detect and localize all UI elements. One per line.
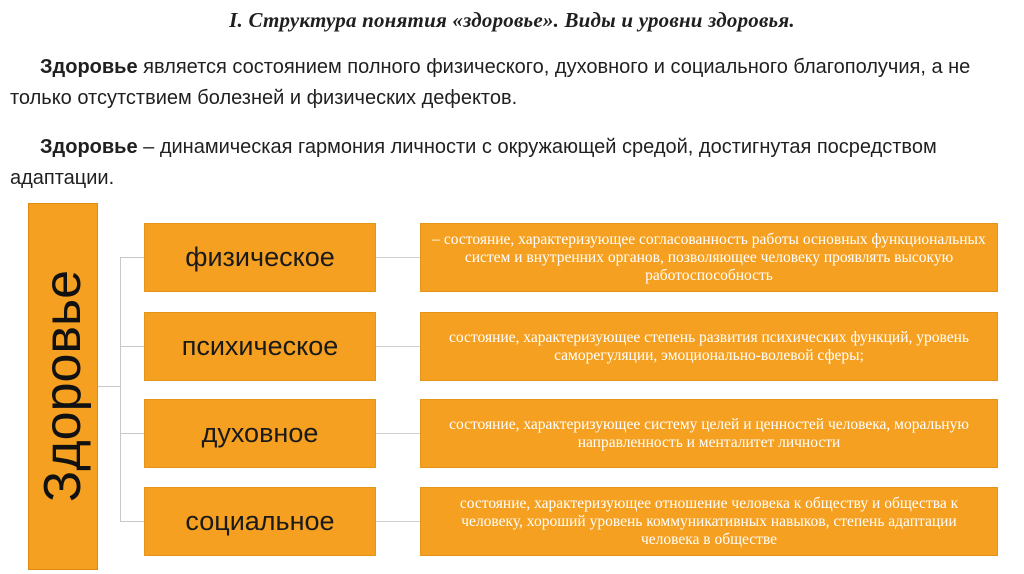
- category-box-social: социальное: [144, 487, 376, 556]
- connector-branch-2: [120, 346, 144, 347]
- definition-text: – динамическая гармония личности с окружающей средой, достигнутая посредством адаптации.: [10, 136, 937, 189]
- link-line: [376, 346, 420, 347]
- definition-text: является состоянием полного физического, духовного и социального благополучия, а не только отсутствием болезней и физических дефектов.: [10, 56, 971, 109]
- connector-branch-1: [120, 257, 144, 258]
- description-box-social: состояние, характеризующее отношение человека к обществу и общества к человеку, хороший уровень коммуникативных навыков, степень адаптации человека в обществе: [420, 487, 998, 556]
- description-box-spiritual: состояние, характеризующее систему целей и ценностей человека, моральную направленность и менталитет личности: [420, 399, 998, 468]
- definition-term: Здоровье: [40, 136, 138, 158]
- link-line: [376, 257, 420, 258]
- category-box-physical: физическое: [144, 223, 376, 292]
- connector-branch-4: [120, 521, 144, 522]
- definition-paragraph-1: [10, 52, 1000, 114]
- description-box-physical: – состояние, характеризующее согласованность работы основных функциональных систем и внутренних органов, позволяющее человеку проявлять высокую работоспособность: [420, 223, 998, 292]
- connector-branch-3: [120, 433, 144, 434]
- category-box-spiritual: духовное: [144, 399, 376, 468]
- description-box-mental: состояние, характеризующее степень развития психических функций, уровень саморегуляции, эмоционально-волевой сферы;: [420, 312, 998, 381]
- connector-root: [98, 386, 121, 387]
- definition-term: Здоровье: [40, 56, 138, 78]
- definition-paragraph-2: [10, 132, 1000, 194]
- slide-title: I. Структура понятия «здоровье». Виды и уровни здоровья.: [229, 8, 795, 32]
- connector-trunk: [120, 257, 121, 521]
- link-line: [376, 521, 420, 522]
- category-box-mental: психическое: [144, 312, 376, 381]
- link-line: [376, 433, 420, 434]
- root-node-label: Здоровье: [34, 269, 92, 503]
